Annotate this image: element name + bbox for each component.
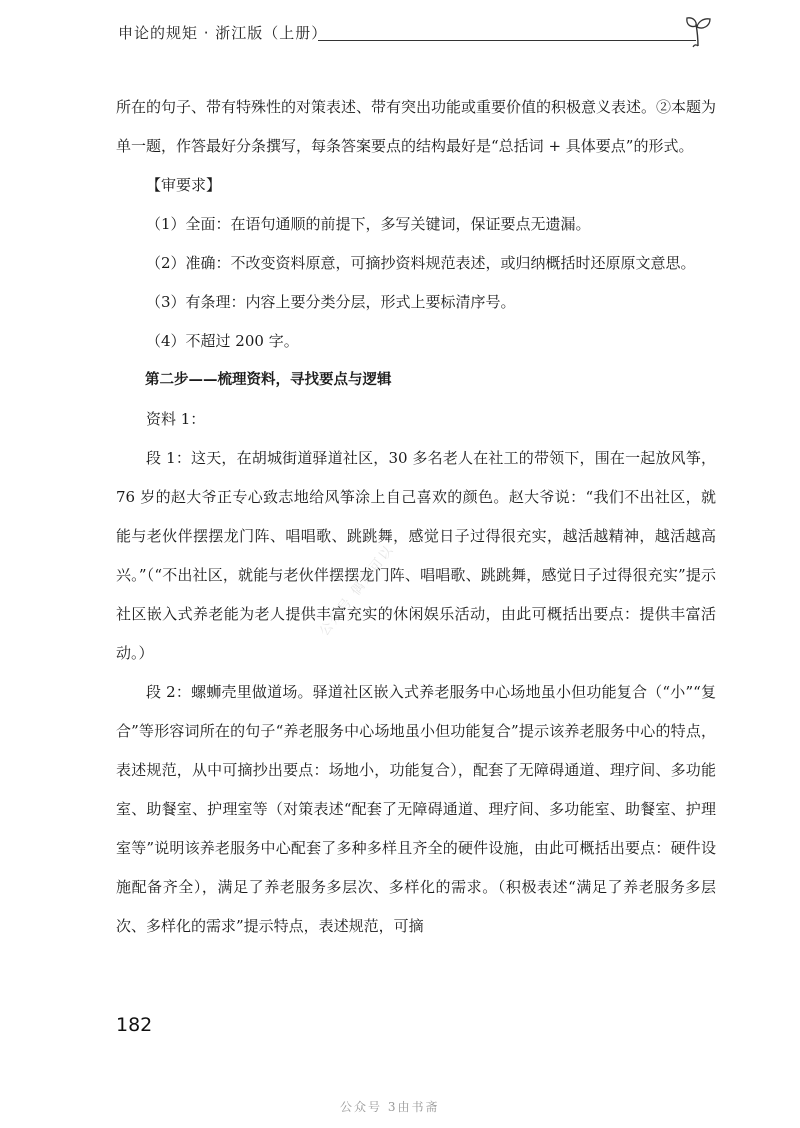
footer-watermark: 公众号 3由书斋 — [340, 1100, 440, 1114]
requirement-item-4: （4）不超过 200 字。 — [146, 332, 299, 350]
book-title: 申论的规矩 · 浙江版（上册） — [118, 24, 328, 42]
paragraph-continuation: 所在的句子、带有特殊性的对策表述、带有突出功能或重要价值的积极意义表述。②本题为单一题，作答最好分条撰写，每条答案要点的结构最好是“总括词 + 具体要点”的形式。 — [116, 98, 717, 155]
body-text — [116, 88, 716, 946]
requirement-item-1: （1）全面：在语句通顺的前提下，多写关键词，保证要点无遗漏。 — [146, 215, 591, 233]
step-two-heading: 第二步——梳理资料，寻找要点与逻辑 — [145, 372, 392, 388]
running-header — [118, 20, 718, 50]
material-paragraph-1: 段 1：这天，在胡城街道驿道社区，30 多名老人在社工的带领下，围在一起放风筝，76 岁的赵大爷正专心致志地给风筝涂上自己喜欢的颜色。赵大爷说：“我们不出社区，就能与老伙伴摆摆龙门阵、唱唱歌、跳跳舞，感觉日子过得很充实，越活越精神，越活越高兴。”（“不出社区，就能与老伙伴摆摆龙门阵、唱唱歌、跳跳舞，感觉日子过得很充实”提示社区嵌入式养老能为老人提供丰富充实的休闲娱乐活动，由此可概括出要点：提供丰富活动。） — [116, 449, 716, 662]
header-divider — [318, 40, 696, 41]
sprout-icon — [684, 14, 714, 48]
requirement-item-2: （2）准确：不改变资料原意，可摘抄资料规范表述，或归纳概括时还原原文意思。 — [146, 254, 696, 272]
material-paragraph-2: 段 2：螺蛳壳里做道场。驿道社区嵌入式养老服务中心场地虽小但功能复合（“小”“复合”等形容词所在的句子“养老服务中心场地虽小但功能复合”提示该养老服务中心的特点，表述规范，从中可摘抄出要点：场地小，功能复合），配套了无障碍通道、理疗间、多功能室、助餐室、护理室等（对策表述“配套了无障碍通道、理疗间、多功能室、助餐室、护理室等”说明该养老服务中心配套了多种多样且齐全的硬件设施，由此可概括出要点：硬件设施配备齐全），满足了养老服务多层次、多样化的需求。（积极表述“满足了养老服务多层次、多样化的需求”提示特点，表述规范，可摘 — [116, 683, 716, 935]
section-heading-requirements: 【审要求】 — [146, 176, 222, 194]
material-label: 资料 1： — [146, 410, 206, 428]
requirement-item-3: （3）有条理：内容上要分类分层，形式上要标清序号。 — [146, 293, 516, 311]
watermark: 公众号 偶家可以 — [317, 542, 398, 640]
page-number: 182 — [116, 1014, 153, 1036]
